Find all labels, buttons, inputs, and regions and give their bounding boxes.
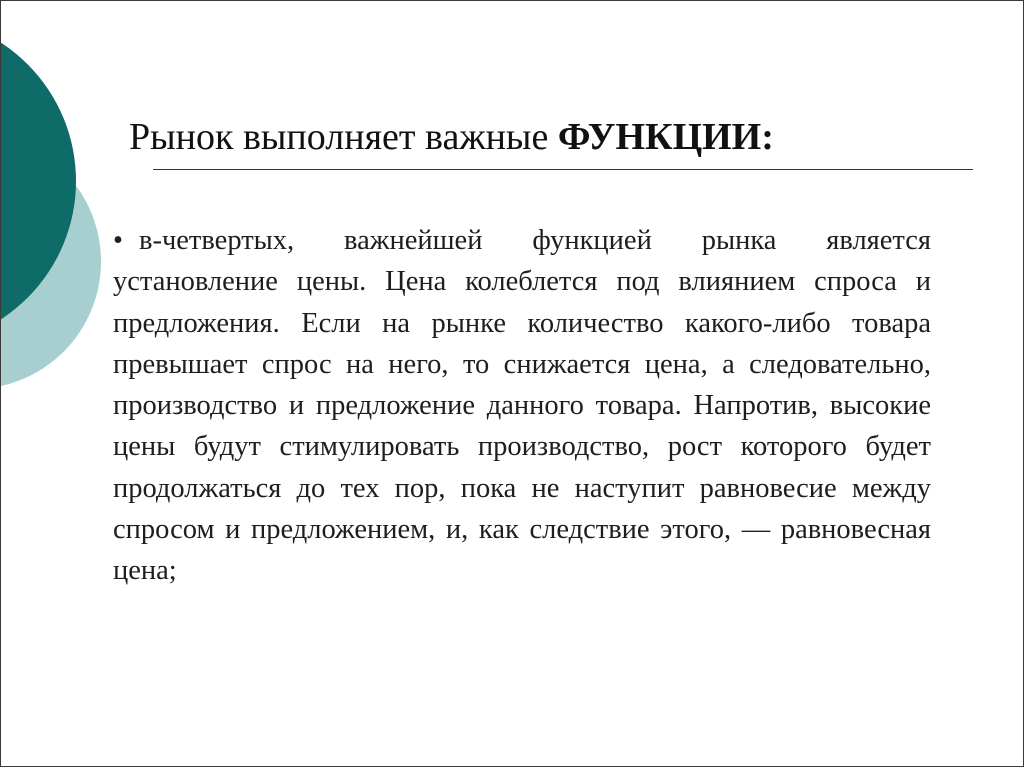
slide-title-prefix: Рынок выполняет важные bbox=[129, 116, 558, 158]
bullet-paragraph bbox=[113, 220, 931, 592]
slide-title-emphasis: ФУНКЦИИ: bbox=[557, 116, 774, 158]
bullet-text: в-четвертых, важнейшей функцией рынка является установление цены. Цена колеблется под влиянием спроса и предложения. Если на рынке количество какого-либо товара превышает спрос на него, то снижается цена, а следовательно, производство и предложение данного товара. Напротив, высокие цены будут стимулировать производство, рост которого будет продолжаться до тех пор, пока не наступит равновесие между спросом и предложением, и, как следствие этого, — равновесная цена; bbox=[113, 225, 931, 587]
title-underline bbox=[153, 169, 973, 170]
bullet-marker: • bbox=[113, 225, 123, 256]
slide-title bbox=[129, 109, 774, 165]
